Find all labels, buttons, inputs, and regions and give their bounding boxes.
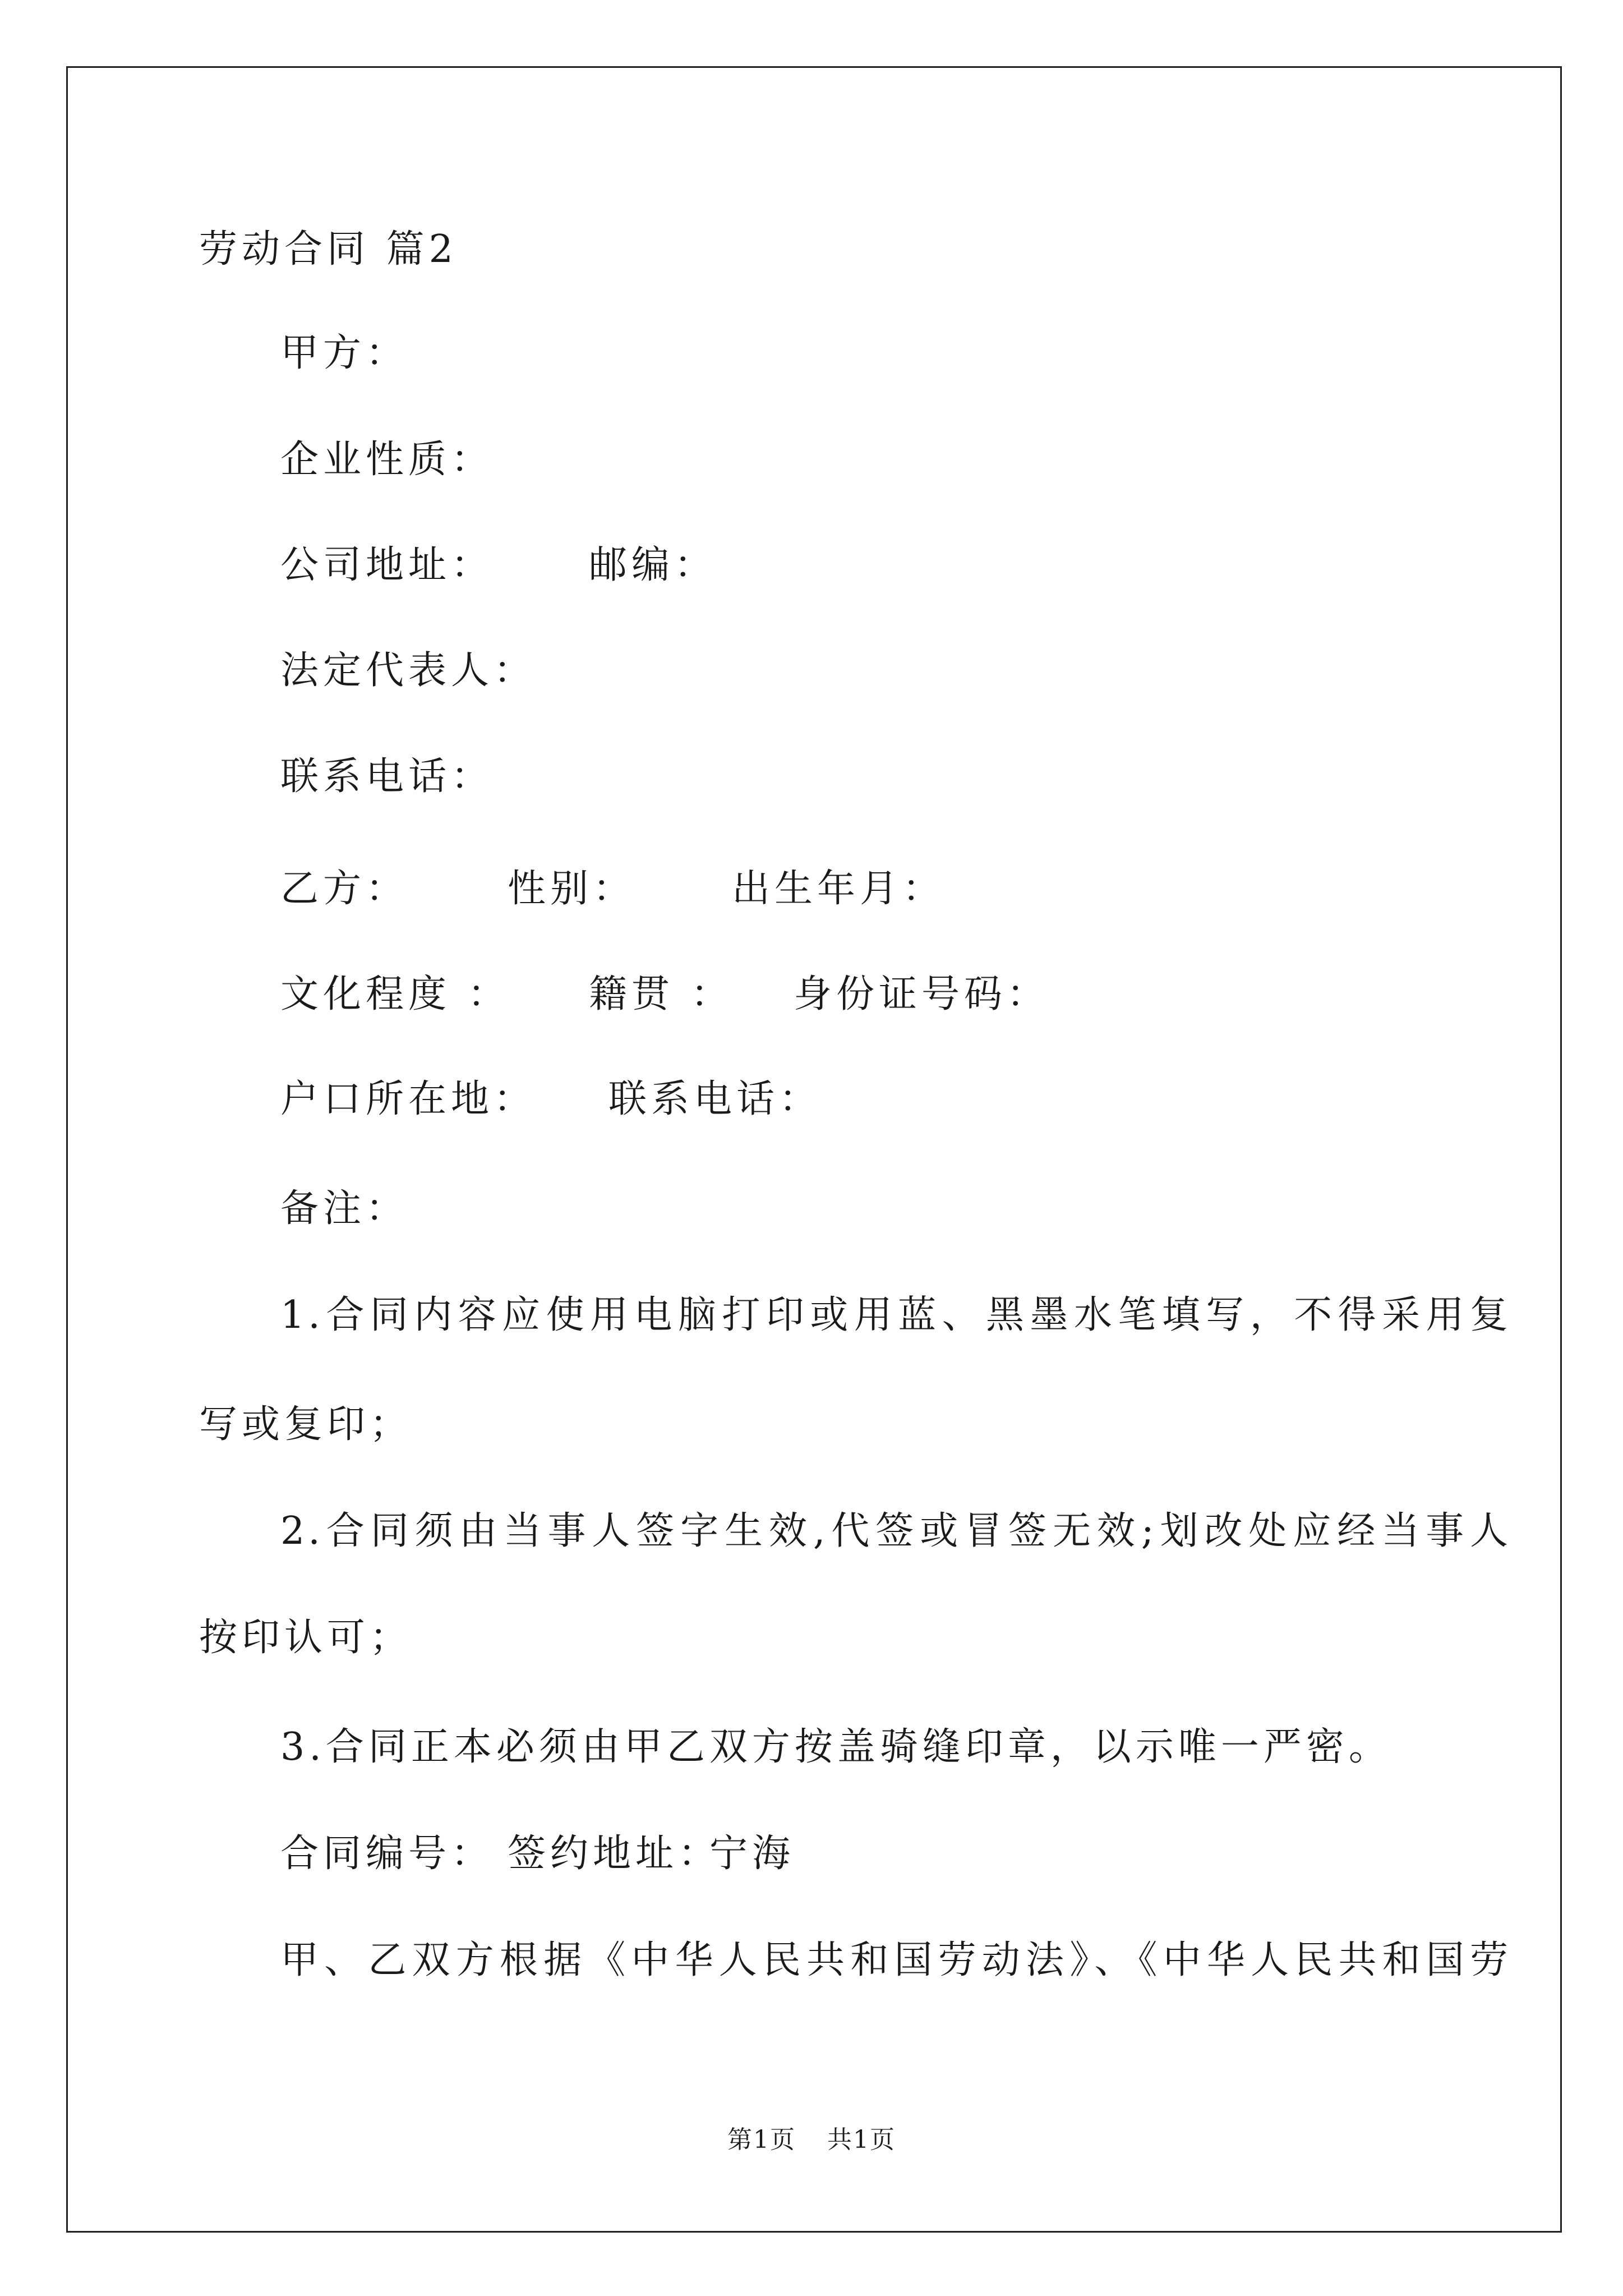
signing-place-value: 宁海 <box>709 1832 795 1876</box>
note-item-1-line-1: 1.合同内容应使用电脑打印或用蓝、黑墨水笔填写，不得采用复 <box>280 1293 1511 1337</box>
note-item-2-line-2: 按印认可； <box>199 1616 413 1660</box>
page-footer <box>0 2126 1623 2154</box>
education-label: 文化程度 ： <box>280 972 510 1016</box>
party-b-phone-label: 联系电话： <box>608 1077 822 1121</box>
page-frame <box>66 66 1562 2233</box>
birth-date-label: 出生年月： <box>732 867 946 911</box>
note-item-2-line-1: 2.合同须由当事人签字生效,代签或冒签无效;划改处应经当事人 <box>280 1509 1511 1553</box>
note-item-1-line-2: 写或复印； <box>199 1402 413 1447</box>
contract-number-label: 合同编号： <box>280 1832 494 1876</box>
company-address-label: 公司地址： <box>280 543 494 587</box>
id-number-label: 身份证号码： <box>794 972 1050 1016</box>
intro-paragraph-line-1: 甲、乙双方根据《中华人民共和国劳动法》、《中华人民共和国劳 <box>280 1938 1511 1982</box>
page-number-current: 第1页 <box>727 2125 796 2154</box>
gender-label: 性别： <box>508 867 636 911</box>
postcode-label: 邮编： <box>589 543 717 587</box>
legal-representative-label: 法定代表人： <box>280 648 537 693</box>
party-a-phone-label: 联系电话： <box>280 754 494 799</box>
signing-place-label: 签约地址： <box>508 1832 721 1876</box>
notes-label: 备注： <box>280 1186 409 1231</box>
page-number-total: 共1页 <box>827 2125 896 2154</box>
document-title: 劳动合同 篇2 <box>199 227 458 272</box>
native-place-label: 籍贯 ： <box>589 972 734 1016</box>
company-nature-label: 企业性质： <box>280 438 494 482</box>
household-registration-label: 户口所在地： <box>280 1077 537 1121</box>
note-item-3: 3.合同正本必须由甲乙双方按盖骑缝印章，以示唯一严密。 <box>280 1725 1391 1769</box>
party-b-label: 乙方： <box>280 867 409 911</box>
party-a-label: 甲方： <box>280 331 409 375</box>
